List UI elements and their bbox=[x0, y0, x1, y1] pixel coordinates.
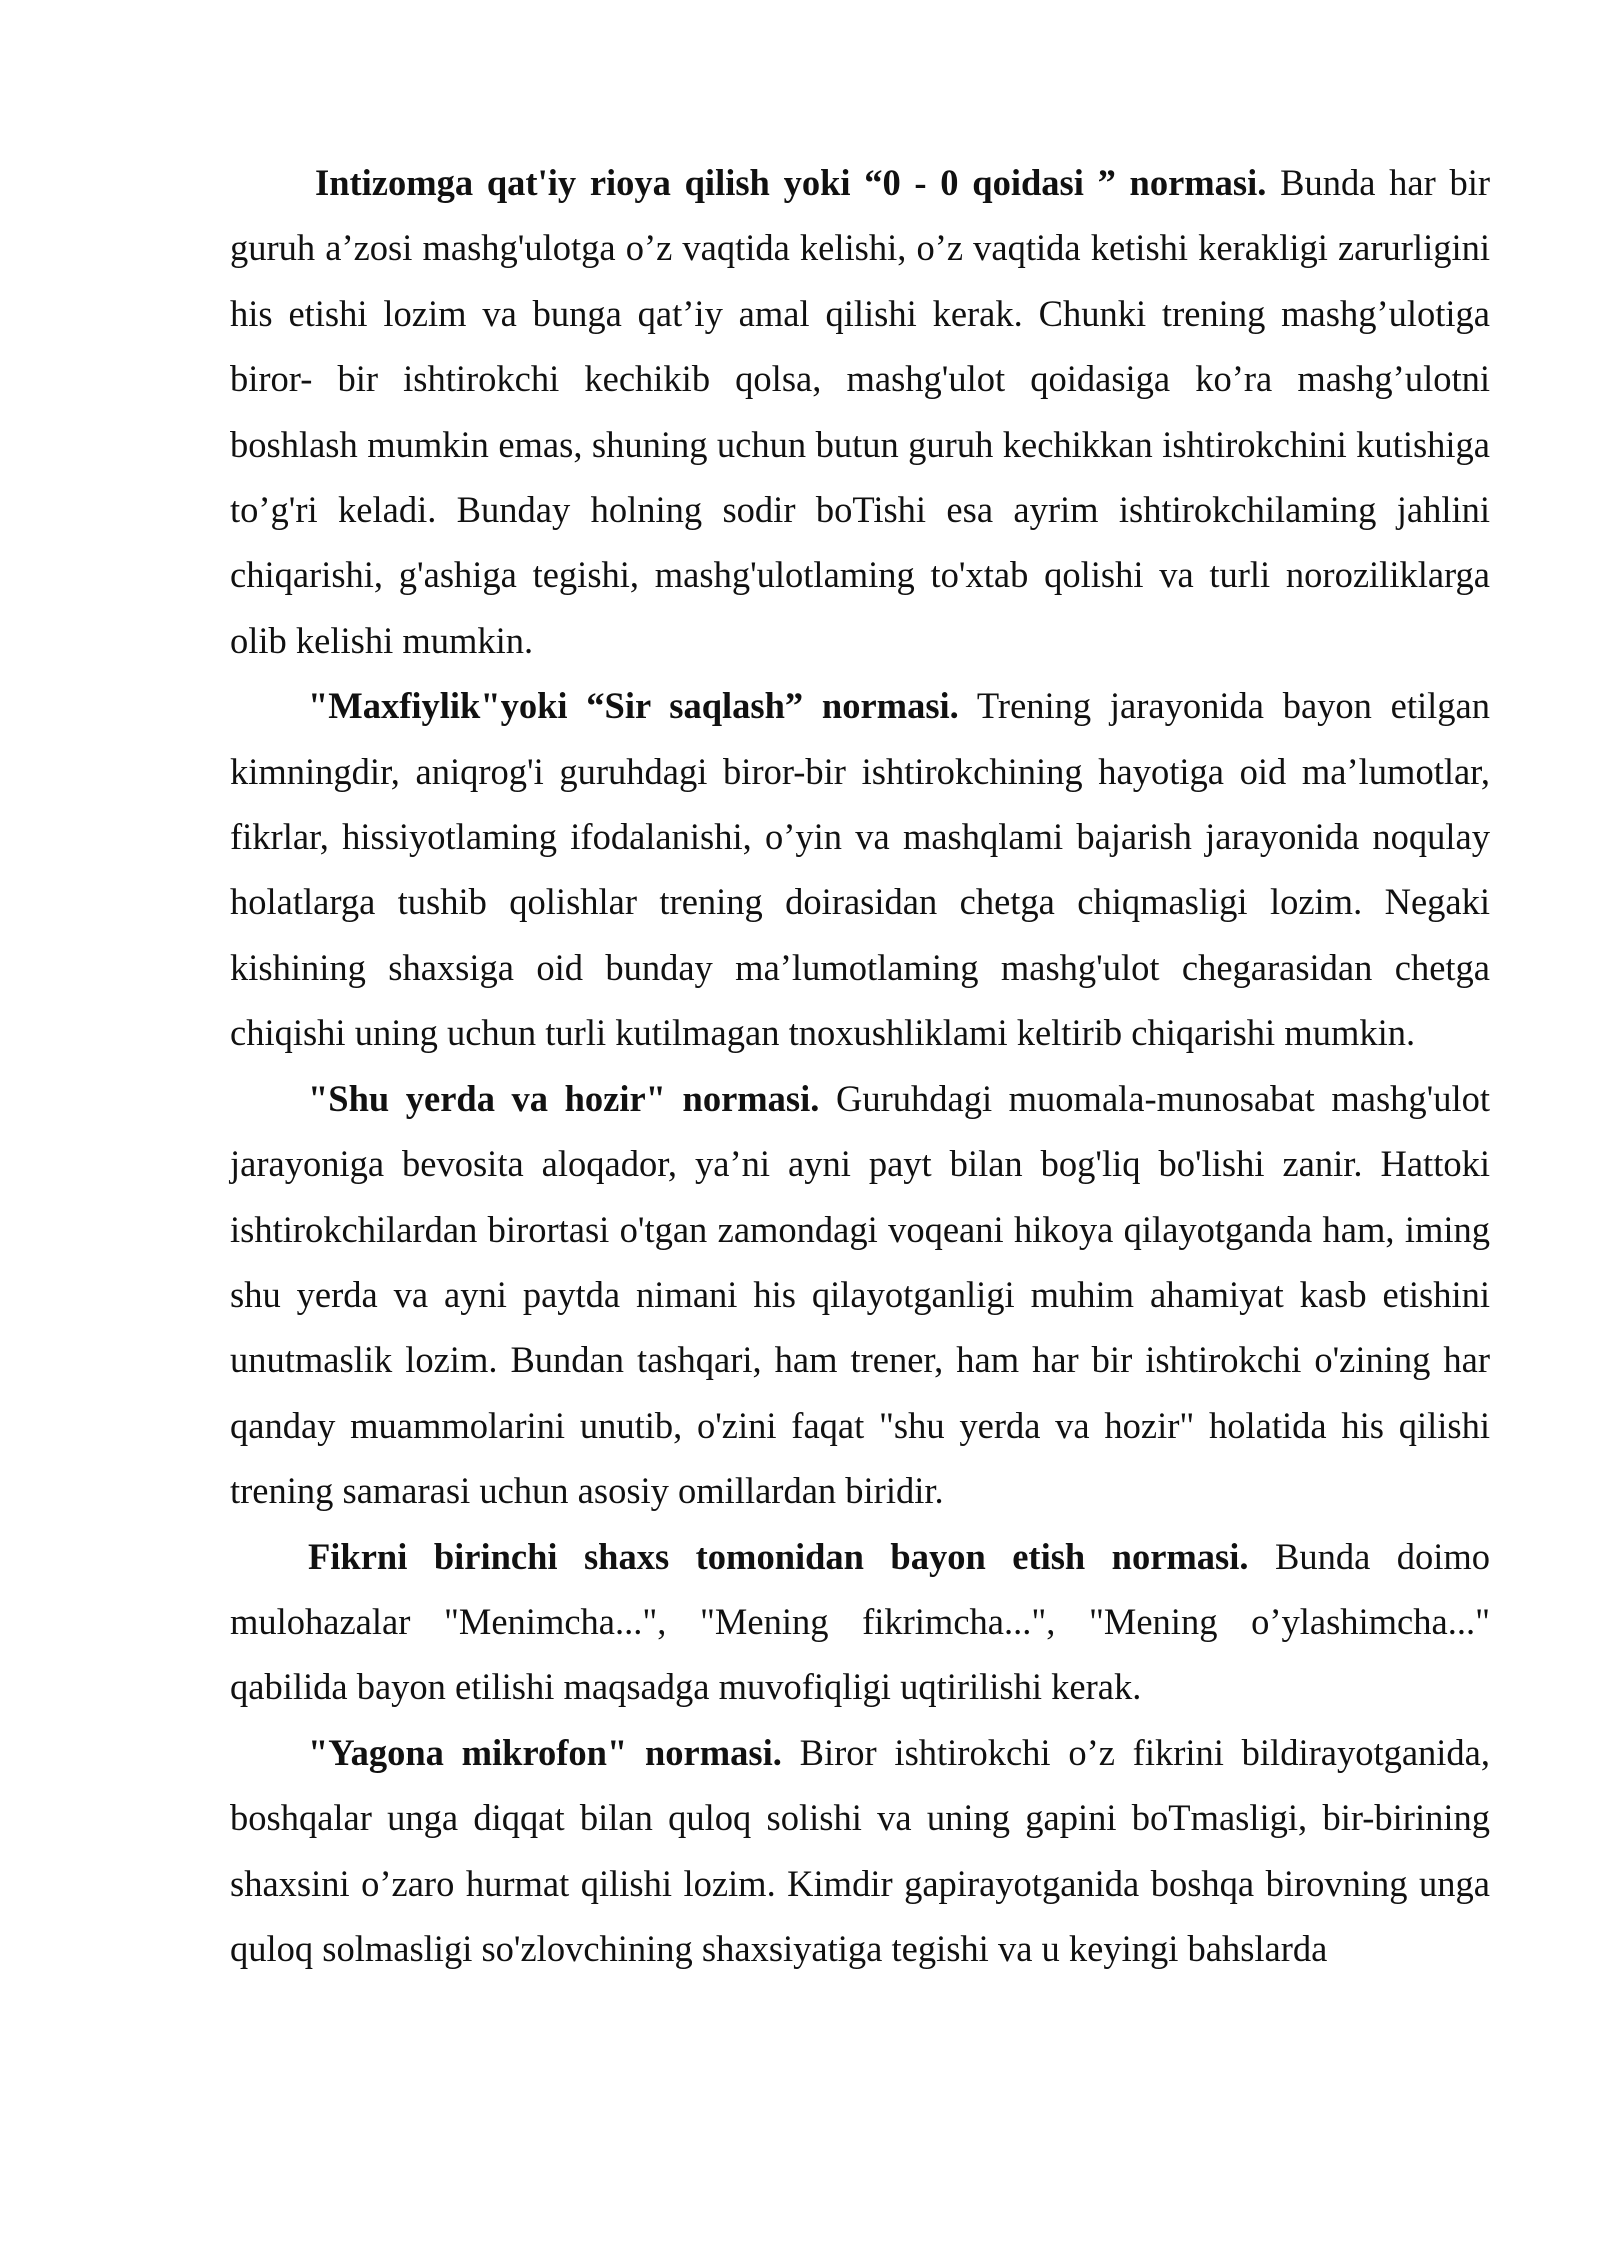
paragraph-heading: Fikrni birinchi shaxs tomonidan bayon etish normasi. bbox=[308, 1535, 1249, 1577]
paragraph-body: Guruhdagi muomala-munosabat mashg'ulot jarayoniga bevosita aloqador, ya’ni ayni payt bilan bog'liq bo'lishi zanir. Hattoki ishtirokchilardan birortasi o'tgan zamondagi voqeani hikoya qilayotganda ham, iming shu yerda va ayni paytda nimani his qilayotganligi muhim ahamiyat kasb etishini unutmaslik lozim. Bundan tashqari, ham trener, ham har bir ishtirokchi o'zining har qanday muammolarini unutib, o'zini faqat "shu yerda va hozir" holatida his qilishi trening samarasi uchun asosiy omillardan biridir. bbox=[230, 1077, 1491, 1512]
paragraph-here-and-now-norm bbox=[230, 1066, 1490, 1524]
paragraph-body: Trening jarayonida bayon etilgan kimningdir, aniqrog'i guruhdagi biror-bir ishtirokchining hayotiga oid ma’lumotlar, fikrlar, hissiyotlaming ifodalanishi, o’yin va mashqlami bajarish jarayonida noqulay holatlarga tushib qolishlar trening doirasidan chetga chiqmasligi lozim. Negaki kishining shaxsiga oid bunday ma’lumotlaming mashg'ulot chegarasidan chetga chiqishi uning uchun turli kutilmagan tnoxushliklami keltirib chiqarishi mumkin. bbox=[230, 685, 1490, 1054]
paragraph-heading: "Yagona mikrofon" normasi. bbox=[308, 1731, 782, 1773]
document-page bbox=[230, 150, 1490, 1981]
paragraph-body: Biror ishtirokchi o’z fikrini bildirayotganida, boshqalar unga diqqat bilan quloq solishi va uning gapini boTmasligi, bir-birining shaxsini o’zaro hurmat qilishi lozim. Kimdir gapirayotganida boshqa birovning unga quloq solmasligi so'zlovchining shaxsiyatiga tegishi va u keyingi bahslarda bbox=[230, 1731, 1491, 1969]
paragraph-heading: "Maxfiylik"yoki “Sir saqlash” normasi. bbox=[308, 685, 959, 727]
paragraph-heading: Intizomga qat'iy rioya qilish yoki “0 - 0 qoidasi ” normasi. bbox=[315, 162, 1267, 203]
paragraph-body: Bunda doimo mulohazalar "Menimcha...", "Mening fikrimcha...", "Mening o’ylashimcha..." qabilida bayon etilishi maqsadga muvofiqligi uqtirilishi kerak. bbox=[230, 1535, 1490, 1708]
paragraph-discipline-norm bbox=[230, 150, 1490, 673]
paragraph-confidentiality-norm bbox=[230, 673, 1490, 1065]
paragraph-single-microphone-norm bbox=[230, 1720, 1490, 1982]
paragraph-heading: "Shu yerda va hozir" normasi. bbox=[308, 1077, 820, 1119]
paragraph-body: Bunda har bir guruh a’zosi mashg'ulotga o’z vaqtida kelishi, o’z vaqtida ketishi kerakligi zarurligini his etishi lozim va bunga qat’iy amal qilishi kerak. Chunki trening mashg’ulotiga biror- bir ishtirokchi kechikib qolsa, mashg'ulot qoidasiga ko’ra mashg’ulotni boshlash mumkin emas, shuning uchun butun guruh kechikkan ishtirokchini kutishiga to’g'ri keladi. Bunday holning sodir boTishi esa ayrim ishtirokchilaming jahlini chiqarishi, g'ashiga tegishi, mashg'ulotlaming to'xtab qolishi va turli noroziliklarga olib kelishi mumkin. bbox=[230, 162, 1490, 661]
paragraph-first-person-norm bbox=[230, 1524, 1490, 1720]
